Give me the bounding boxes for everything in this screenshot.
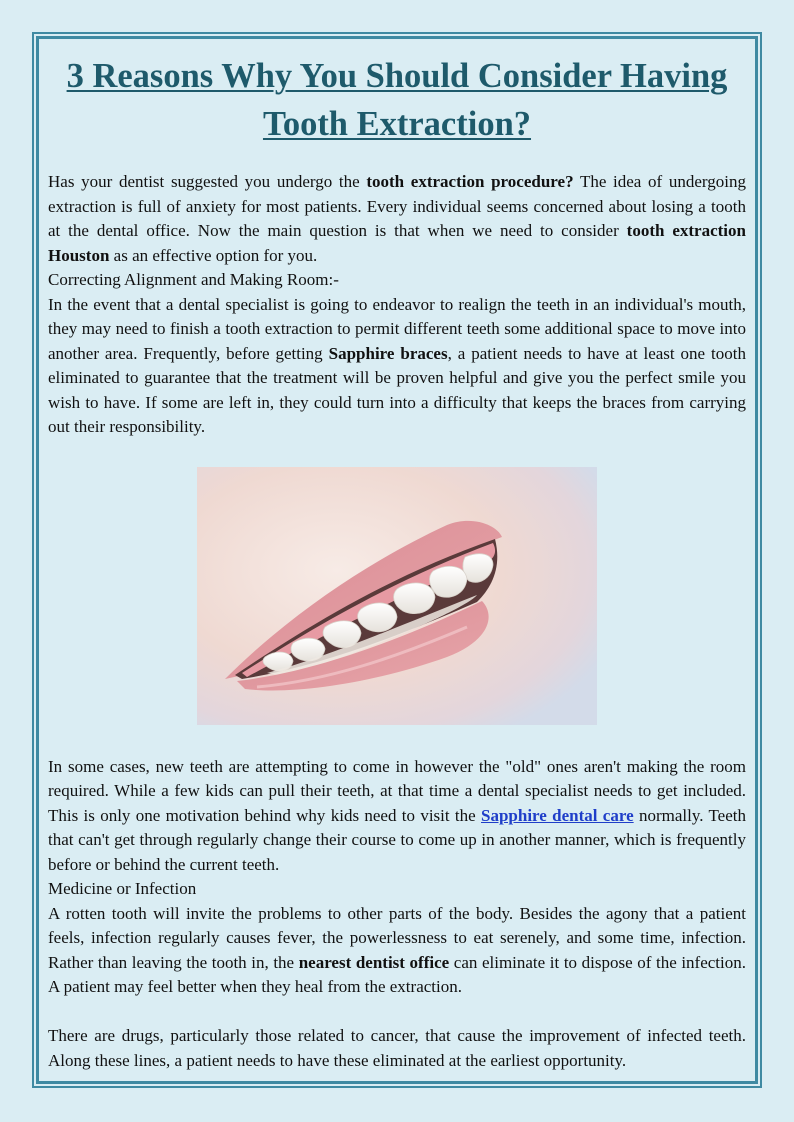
page-title: 3 Reasons Why You Should Consider Having Tooth Extraction? — [66, 57, 728, 143]
alignment-paragraph — [48, 293, 746, 440]
intro-text-3: as an effective option for you. — [109, 245, 318, 265]
intro-paragraph — [48, 170, 746, 268]
eruption-text-1: In some cases, new teeth are attempting to come in however the "old" ones aren't making the room required. While a few kids can pull their teeth, at that time a dental specialist needs to get included. This is only one motivation behind why kids need to visit the — [48, 756, 746, 825]
alignment-text-1: In the event that a dental specialist is going to endeavor to realign the teeth in an individual's mouth, they may need to finish a tooth extraction to permit different teeth some additional space to move into another area. Frequently, before getting — [48, 294, 746, 363]
document-content — [48, 48, 746, 1073]
paragraph-spacer — [48, 1000, 746, 1025]
infection-paragraph — [48, 902, 746, 1000]
drugs-paragraph: There are drugs, particularly those related to cancer, that cause the improvement of infected teeth. Along these lines, a patient needs to have these eliminated at the earliest opportunity. — [48, 1026, 746, 1070]
sapphire-dental-care-link[interactable]: Sapphire dental care — [481, 805, 634, 825]
infection-bold-1: nearest dentist office — [298, 952, 450, 972]
alignment-text-2: , a patient needs to have at least one tooth eliminated to guarantee that the treatment will be proven helpful and give you the perfect smile you wish to have. If some are left in, they could turn into a difficulty that keeps the braces from carrying out their responsibility. — [48, 343, 746, 436]
infection-text-1: A rotten tooth will invite the problems to other parts of the body. Besides the agony that a patient feels, infection regularly causes fever, the powerlessness to eat serenely, and some time, infection. Rather than leaving the tooth in, the — [48, 903, 746, 972]
intro-text-1: Has your dentist suggested you undergo the — [48, 172, 367, 191]
alignment-bold-1: Sapphire braces — [328, 343, 448, 363]
intro-text-2: The idea of undergoing extraction is full of anxiety for most patients. Every individual seems concerned about losing a tooth at the dental office. Now the main question is that when we need to consider — [48, 172, 746, 240]
section-heading-infection: Medicine or Infection — [48, 879, 197, 898]
smile-image — [197, 467, 597, 725]
eruption-paragraph — [48, 755, 746, 878]
eruption-text-2: normally. Teeth that can't get through regularly change their course to come up in another manner, which is frequently before or behind the current teeth. — [48, 805, 746, 874]
section-heading-alignment: Correcting Alignment and Making Room:- — [48, 270, 339, 289]
intro-bold-1: tooth extraction procedure? — [366, 172, 574, 191]
intro-bold-2: tooth extraction Houston — [48, 221, 746, 265]
smile-illustration — [197, 467, 597, 725]
infection-text-2: can eliminate it to dispose of the infection. A patient may feel better when they heal from the extraction. — [48, 952, 746, 996]
